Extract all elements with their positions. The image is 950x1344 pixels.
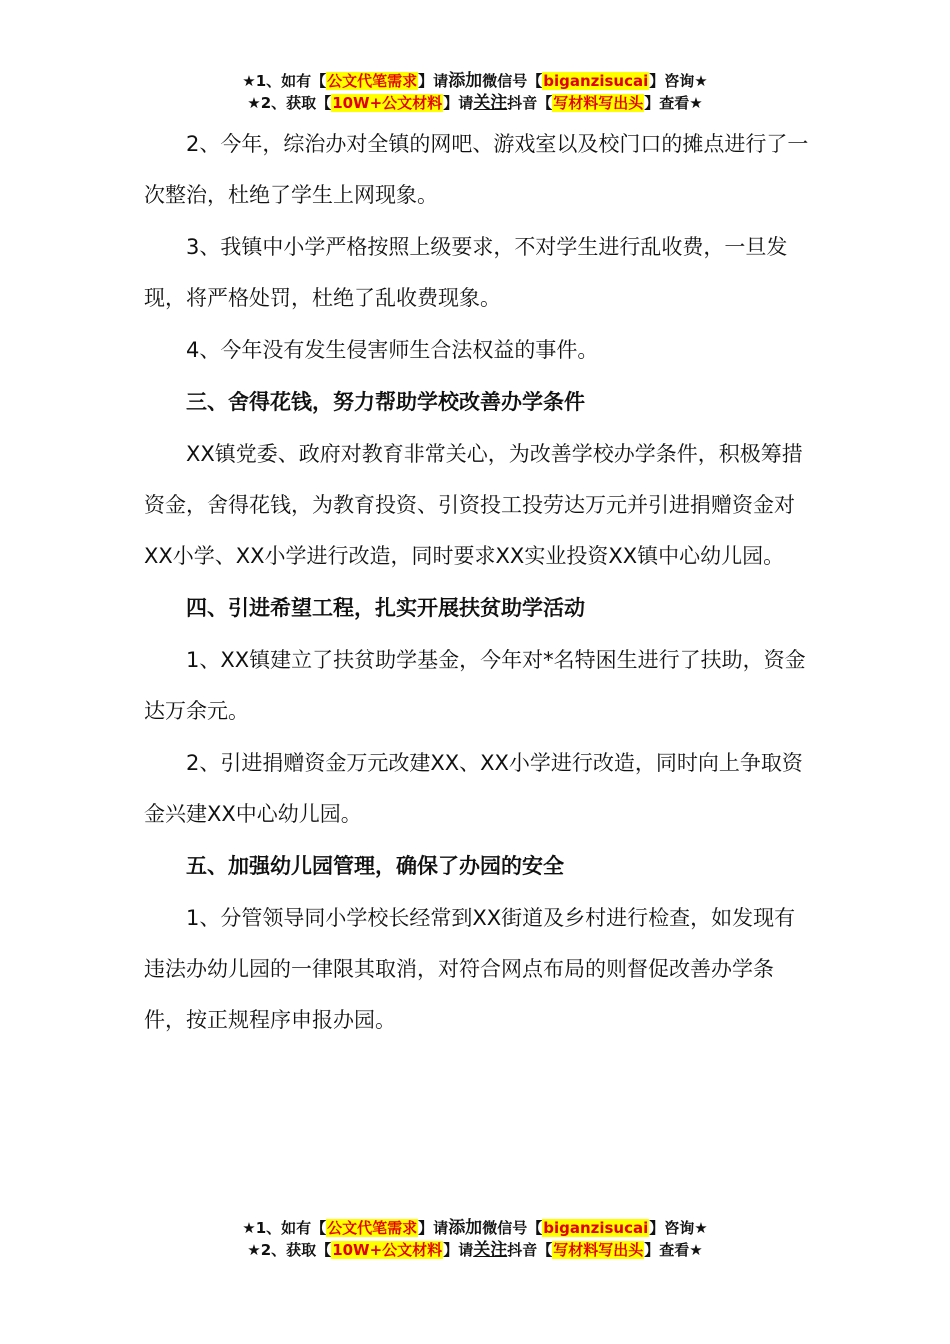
banner-text: 抖音【 — [507, 94, 553, 112]
section-heading: 四、引进希望工程，扎实开展扶贫助学活动 — [186, 596, 585, 620]
banner-highlight: 公文代笔需求 — [327, 1219, 418, 1237]
banner-highlight-wechat: biganzisucai — [543, 72, 649, 90]
paragraph: 1、XX镇建立了扶贫助学基金，今年对*名特困生进行了扶助，资金达万余元。 — [144, 648, 806, 723]
banner-emphasis: 添加 — [448, 71, 483, 91]
banner-text: 】请 — [418, 1219, 449, 1237]
banner-line-1 — [0, 70, 950, 92]
banner-highlight: 10W+公文材料 — [332, 94, 443, 112]
paragraph: 4、今年没有发生侵害师生合法权益的事件。 — [186, 338, 599, 362]
banner-highlight: 公文代笔需求 — [327, 72, 418, 90]
banner-text: 】咨询★ — [649, 1219, 708, 1237]
banner-text: ★2、获取【 — [247, 94, 332, 112]
section-heading: 三、舍得花钱，努力帮助学校改善办学条件 — [186, 390, 585, 414]
banner-highlight: 10W+公文材料 — [332, 1241, 443, 1259]
paragraph: 3、我镇中小学严格按照上级要求，不对学生进行乱收费，一旦发现，将严格处罚，杜绝了乱收费现象。 — [144, 235, 788, 310]
banner-emphasis: 添加 — [448, 1218, 483, 1238]
paragraph: 2、今年，综治办对全镇的网吧、游戏室以及校门口的摊点进行了一次整治，杜绝了学生上网现象。 — [144, 132, 809, 207]
banner-line-2 — [0, 1239, 950, 1261]
banner-text: 】查看★ — [644, 94, 703, 112]
document-body — [144, 119, 810, 1047]
banner-text: ★1、如有【 — [242, 72, 327, 90]
paragraph: XX镇党委、政府对教育非常关心，为改善学校办学条件，积极筹措资金，舍得花钱，为教育投资、引资投工投劳达万元并引进捐赠资金对XX小学、XX小学进行改造，同时要求XX实业投资XX镇中心幼儿园。 — [144, 442, 803, 568]
banner-text: 微信号【 — [482, 1219, 543, 1237]
banner-emphasis: 关注 — [473, 93, 508, 113]
banner-text: 】请 — [443, 94, 474, 112]
banner-text: 】咨询★ — [649, 72, 708, 90]
banner-line-1 — [0, 1217, 950, 1239]
banner-highlight-douyin: 写材料写出头 — [553, 94, 644, 112]
banner-text: 】查看★ — [644, 1241, 703, 1259]
banner-text: 】请 — [443, 1241, 474, 1259]
paragraph: 2、引进捐赠资金万元改建XX、XX小学进行改造，同时向上争取资金兴建XX中心幼儿园。 — [144, 751, 803, 826]
section-heading: 五、加强幼儿园管理，确保了办园的安全 — [186, 854, 564, 878]
banner-text: ★1、如有【 — [242, 1219, 327, 1237]
banner-highlight-douyin: 写材料写出头 — [553, 1241, 644, 1259]
bottom-banner — [0, 1217, 950, 1261]
paragraph: 1、分管领导同小学校长经常到XX街道及乡村进行检查，如发现有违法办幼儿园的一律限其取消，对符合网点布局的则督促改善办学条件，按正规程序申报办园。 — [144, 906, 796, 1032]
banner-text: 】请 — [418, 72, 449, 90]
banner-line-2 — [0, 92, 950, 114]
top-banner — [0, 70, 950, 114]
banner-text: 抖音【 — [507, 1241, 553, 1259]
banner-emphasis: 关注 — [473, 1240, 508, 1260]
banner-text: 微信号【 — [482, 72, 543, 90]
banner-text: ★2、获取【 — [247, 1241, 332, 1259]
banner-highlight-wechat: biganzisucai — [543, 1219, 649, 1237]
